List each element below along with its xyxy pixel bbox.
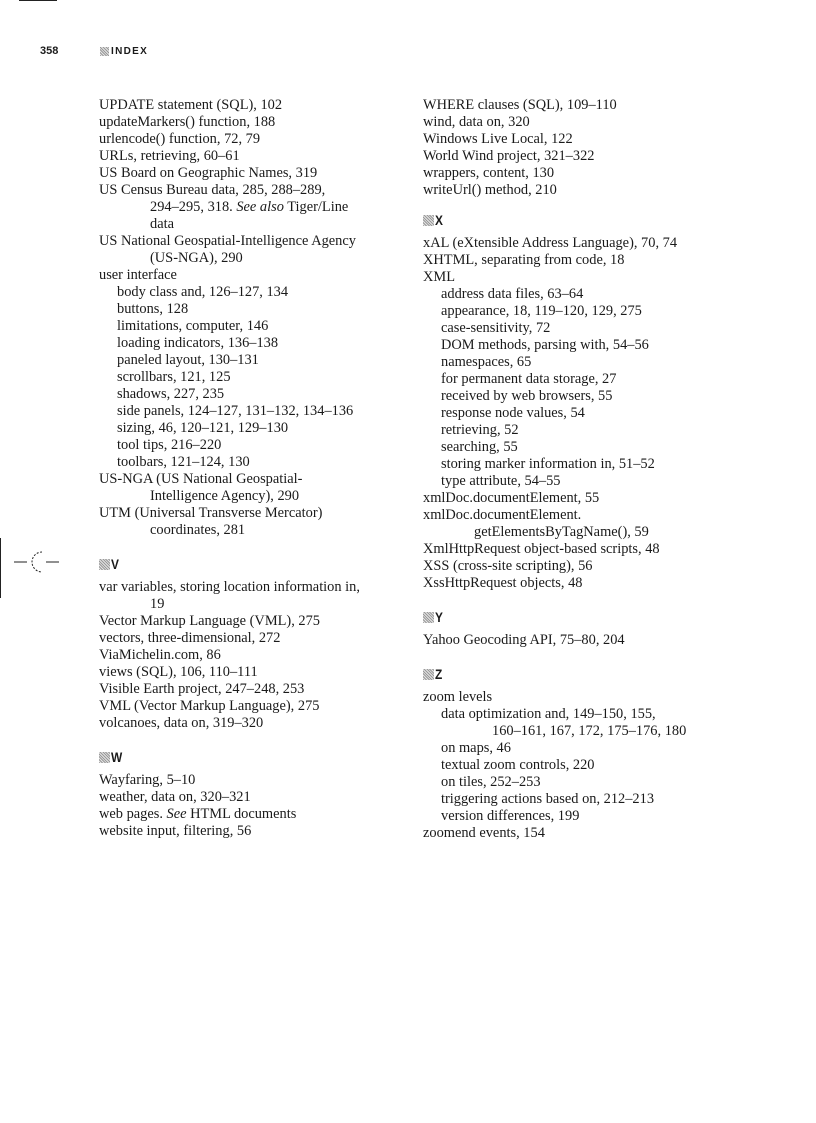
index-entry <box>423 507 723 541</box>
index-subentry <box>423 456 723 473</box>
entry-text-fragment: XSS (cross-site scripting), 56 <box>423 558 593 574</box>
index-column-right <box>423 97 723 842</box>
entry-text-fragment: retrieving, 52 <box>441 422 519 438</box>
index-entry <box>423 114 723 131</box>
index-entry <box>99 613 404 630</box>
entry-text-fragment: US-NGA (US National Geospatial- <box>99 471 303 487</box>
index-entry <box>423 558 723 575</box>
entry-text-fragment: zoom levels <box>423 689 493 705</box>
index-entry <box>423 632 723 649</box>
entry-text-fragment: var variables, storing location information in, <box>99 579 360 595</box>
index-entry <box>423 825 723 842</box>
entry-text-fragment: UPDATE statement (SQL), 102 <box>99 97 283 113</box>
index-entry <box>99 698 404 715</box>
entry-text-fragment: (US-NGA), 290 <box>150 250 243 266</box>
index-subentry <box>99 284 404 301</box>
index-entry <box>99 505 404 539</box>
section-marker-icon <box>99 752 110 763</box>
entry-text-fragment: triggering actions based on, 212–213 <box>441 791 655 807</box>
entry-text-fragment: side panels, 124–127, 131–132, 134–136 <box>117 403 354 419</box>
entry-text-fragment: data <box>150 216 174 232</box>
entry-text-fragment: version differences, 199 <box>441 808 580 824</box>
entry-text-fragment: Tiger/Line <box>283 199 349 215</box>
entry-text-fragment: textual zoom controls, 220 <box>441 757 595 773</box>
index-entry <box>99 579 404 613</box>
index-entry <box>423 541 723 558</box>
entry-text-fragment: See also <box>236 199 284 215</box>
entry-text-fragment: XssHttpRequest objects, 48 <box>423 575 583 591</box>
index-entry <box>99 823 404 840</box>
entry-text-fragment: HTML documents <box>186 806 297 822</box>
entry-text-fragment: XML <box>423 269 455 285</box>
entry-text-fragment: XHTML, separating from code, 18 <box>423 252 625 268</box>
index-subentry <box>423 422 723 439</box>
entry-text-fragment: type attribute, 54–55 <box>441 473 561 489</box>
entry-text-fragment: xAL (eXtensible Address Language), 70, 74 <box>423 235 678 251</box>
entry-text-fragment: limitations, computer, 146 <box>117 318 269 334</box>
index-entry <box>99 630 404 647</box>
index-entry <box>423 252 723 269</box>
entry-text-fragment: Visible Earth project, 247–248, 253 <box>99 681 305 697</box>
index-entry <box>99 165 404 182</box>
index-entry <box>423 689 723 706</box>
index-subentry <box>423 774 723 791</box>
index-entry <box>423 235 723 252</box>
section-heading-x <box>423 212 723 229</box>
entry-text-fragment: See <box>166 806 187 822</box>
entry-text-fragment: paneled layout, 130–131 <box>117 352 259 368</box>
index-subentry <box>423 286 723 303</box>
entry-text-fragment: World Wind project, 321–322 <box>423 148 595 164</box>
index-subentry <box>423 354 723 371</box>
index-entry <box>423 575 723 592</box>
index-entry <box>99 681 404 698</box>
entry-text-fragment: loading indicators, 136–138 <box>117 335 279 351</box>
entry-text-fragment: Wayfaring, 5–10 <box>99 772 196 788</box>
index-subentry <box>423 706 723 740</box>
index-subentry <box>423 808 723 825</box>
entry-text-fragment: for permanent data storage, 27 <box>441 371 617 387</box>
index-entry <box>99 131 404 148</box>
entry-text-fragment: coordinates, 281 <box>150 522 246 538</box>
index-entry <box>423 490 723 507</box>
index-entry <box>99 471 404 505</box>
entry-text-fragment: data optimization and, 149–150, 155, <box>441 706 656 722</box>
header-marker-icon <box>100 47 109 56</box>
registration-mark-icon <box>14 548 64 576</box>
index-subentry <box>99 352 404 369</box>
entry-text-fragment: writeUrl() method, 210 <box>423 182 557 198</box>
entry-text-fragment: VML (Vector Markup Language), 275 <box>99 698 320 714</box>
index-entry <box>99 715 404 732</box>
entry-text-fragment: weather, data on, 320–321 <box>99 789 251 805</box>
section-heading-y <box>423 609 723 626</box>
section-heading-v <box>99 556 404 573</box>
index-subentry <box>99 318 404 335</box>
entry-text-fragment: updateMarkers() function, 188 <box>99 114 276 130</box>
index-entry <box>99 267 404 284</box>
crop-mark-top <box>19 0 57 1</box>
section-heading-w <box>99 749 404 766</box>
index-subentry <box>423 371 723 388</box>
entry-text-fragment: Windows Live Local, 122 <box>423 131 573 147</box>
entry-text-fragment: 160–161, 167, 172, 175–176, 180 <box>492 723 687 739</box>
index-subentry <box>423 388 723 405</box>
index-entry <box>99 233 404 267</box>
entry-text-fragment: xmlDoc.documentElement. <box>423 507 582 523</box>
entry-text-fragment: tool tips, 216–220 <box>117 437 222 453</box>
section-letter: W <box>111 749 123 765</box>
index-subentry <box>99 420 404 437</box>
entry-text-fragment: address data files, 63–64 <box>441 286 584 302</box>
page-number: 358 <box>40 45 59 57</box>
entry-text-fragment: US Board on Geographic Names, 319 <box>99 165 318 181</box>
entry-text-fragment: DOM methods, parsing with, 54–56 <box>441 337 649 353</box>
index-subentry <box>423 303 723 320</box>
index-entry <box>99 148 404 165</box>
index-subentry <box>99 386 404 403</box>
index-subentry <box>423 439 723 456</box>
index-subentry <box>99 301 404 318</box>
index-entry <box>99 806 404 823</box>
index-subentry <box>423 757 723 774</box>
index-entry <box>423 131 723 148</box>
index-entry <box>423 97 723 114</box>
entry-text-fragment: body class and, 126–127, 134 <box>117 284 289 300</box>
entry-text-fragment: volcanoes, data on, 319–320 <box>99 715 264 731</box>
index-subentry <box>99 335 404 352</box>
section-letter: X <box>435 212 443 228</box>
entry-text-fragment: case-sensitivity, 72 <box>441 320 551 336</box>
entry-text-fragment: scrollbars, 121, 125 <box>117 369 231 385</box>
entry-text-fragment: US National Geospatial-Intelligence Agency <box>99 233 356 249</box>
entry-text-fragment: Intelligence Agency), 290 <box>150 488 300 504</box>
running-header <box>40 43 148 59</box>
entry-text-fragment: toolbars, 121–124, 130 <box>117 454 250 470</box>
section-marker-icon <box>423 612 434 623</box>
entry-text-fragment: namespaces, 65 <box>441 354 532 370</box>
entry-text-fragment: views (SQL), 106, 110–111 <box>99 664 258 680</box>
entry-text-fragment: Yahoo Geocoding API, 75–80, 204 <box>423 632 625 648</box>
entry-text-fragment: searching, 55 <box>441 439 518 455</box>
entry-text-fragment: xmlDoc.documentElement, 55 <box>423 490 600 506</box>
index-entry <box>423 148 723 165</box>
index-subentry <box>99 403 404 420</box>
index-subentry <box>423 337 723 354</box>
section-marker-icon <box>423 215 434 226</box>
section-letter: Z <box>435 666 443 682</box>
index-subentry <box>423 405 723 422</box>
index-entry <box>99 182 404 233</box>
entry-text-fragment: website input, filtering, 56 <box>99 823 252 839</box>
index-entry <box>99 114 404 131</box>
entry-text-fragment: ViaMichelin.com, 86 <box>99 647 221 663</box>
index-subentry <box>423 320 723 337</box>
entry-text-fragment: web pages. <box>99 806 167 822</box>
entry-text-fragment: 19 <box>150 596 165 612</box>
entry-text-fragment: UTM (Universal Transverse Mercator) <box>99 505 323 521</box>
index-entry <box>423 269 723 286</box>
entry-text-fragment: XmlHttpRequest object-based scripts, 48 <box>423 541 660 557</box>
index-entry <box>423 182 723 199</box>
entry-text-fragment: on tiles, 252–253 <box>441 774 541 790</box>
entry-text-fragment: vectors, three-dimensional, 272 <box>99 630 281 646</box>
entry-text-fragment: received by web browsers, 55 <box>441 388 613 404</box>
section-letter: V <box>111 556 119 572</box>
index-entry <box>99 789 404 806</box>
entry-text-fragment: getElementsByTagName(), 59 <box>474 524 649 540</box>
index-subentry <box>99 454 404 471</box>
index-subentry <box>99 437 404 454</box>
entry-text-fragment: US Census Bureau data, 285, 288–289, <box>99 182 326 198</box>
section-marker-icon <box>99 559 110 570</box>
entry-text-fragment: Vector Markup Language (VML), 275 <box>99 613 320 629</box>
index-column-left <box>99 97 404 840</box>
index-subentry <box>99 369 404 386</box>
running-title: INDEX <box>111 45 149 57</box>
index-subentry <box>423 740 723 757</box>
index-subentry <box>423 791 723 808</box>
index-entry <box>99 664 404 681</box>
entry-text-fragment: URLs, retrieving, 60–61 <box>99 148 240 164</box>
crop-mark-left <box>0 538 1 598</box>
entry-text-fragment: appearance, 18, 119–120, 129, 275 <box>441 303 642 319</box>
section-heading-z <box>423 666 723 683</box>
entry-text-fragment: shadows, 227, 235 <box>117 386 225 402</box>
entry-text-fragment: zoomend events, 154 <box>423 825 545 841</box>
entry-text-fragment: 294–295, 318. <box>150 199 237 215</box>
index-entry <box>99 772 404 789</box>
entry-text-fragment: sizing, 46, 120–121, 129–130 <box>117 420 289 436</box>
entry-text-fragment: user interface <box>99 267 177 283</box>
entry-text-fragment: buttons, 128 <box>117 301 189 317</box>
index-entry <box>99 97 404 114</box>
entry-text-fragment: storing marker information in, 51–52 <box>441 456 655 472</box>
index-entry <box>99 647 404 664</box>
index-subentry <box>423 473 723 490</box>
entry-text-fragment: response node values, 54 <box>441 405 585 421</box>
entry-text-fragment: WHERE clauses (SQL), 109–110 <box>423 97 617 113</box>
section-letter: Y <box>435 609 443 625</box>
section-marker-icon <box>423 669 434 680</box>
entry-text-fragment: wrappers, content, 130 <box>423 165 555 181</box>
entry-text-fragment: on maps, 46 <box>441 740 511 756</box>
index-entry <box>423 165 723 182</box>
entry-text-fragment: wind, data on, 320 <box>423 114 530 130</box>
entry-text-fragment: urlencode() function, 72, 79 <box>99 131 261 147</box>
